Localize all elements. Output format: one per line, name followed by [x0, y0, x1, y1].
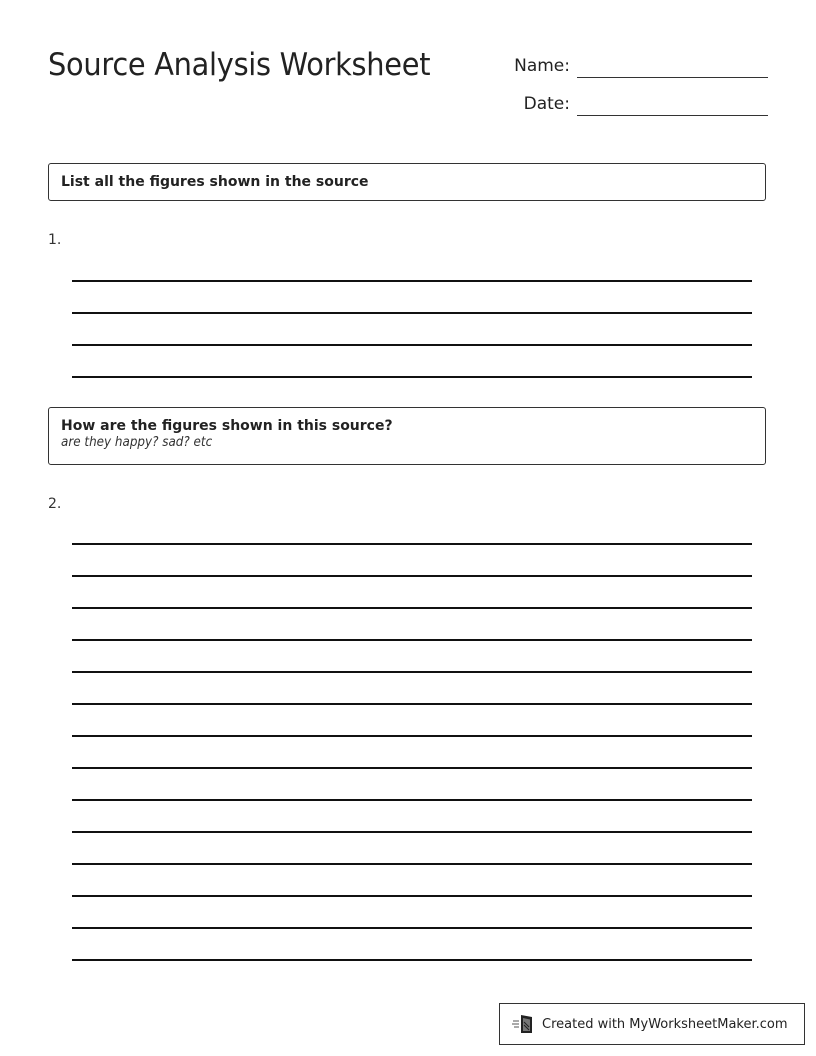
answer-line[interactable]	[72, 344, 752, 346]
answer-line[interactable]	[72, 703, 752, 705]
answer-line[interactable]	[72, 863, 752, 865]
question-2-hint: are they happy? sad? etc	[61, 435, 213, 450]
answer-line[interactable]	[72, 895, 752, 897]
answer-line[interactable]	[72, 280, 752, 282]
date-input-line[interactable]	[577, 115, 768, 116]
answer-line[interactable]	[72, 575, 752, 577]
answer-line[interactable]	[72, 376, 752, 378]
question-1-box	[48, 163, 766, 201]
answer-line[interactable]	[72, 735, 752, 737]
answer-line[interactable]	[72, 959, 752, 961]
question-2-number: 2.	[48, 496, 62, 512]
answer-line[interactable]	[72, 831, 752, 833]
question-1-prompt: List all the figures shown in the source	[61, 174, 369, 190]
worksheet-maker-logo-icon	[512, 1013, 536, 1035]
answer-line[interactable]	[72, 767, 752, 769]
question-2-box	[48, 407, 766, 465]
answer-line[interactable]	[72, 639, 752, 641]
question-1-number: 1.	[48, 232, 62, 248]
answer-line[interactable]	[72, 927, 752, 929]
answer-line[interactable]	[72, 799, 752, 801]
name-field[interactable]	[500, 48, 768, 78]
answer-line[interactable]	[72, 607, 752, 609]
question-2-prompt: How are the figures shown in this source?	[61, 418, 393, 434]
answer-line[interactable]	[72, 312, 752, 314]
name-label: Name:	[514, 56, 570, 76]
worksheet-title: Source Analysis Worksheet	[48, 47, 431, 83]
date-field[interactable]	[500, 86, 768, 116]
name-input-line[interactable]	[577, 77, 768, 78]
footer-text: Created with MyWorksheetMaker.com	[542, 1016, 788, 1032]
answer-line[interactable]	[72, 543, 752, 545]
footer-credit[interactable]	[499, 1003, 805, 1045]
answer-line[interactable]	[72, 671, 752, 673]
date-label: Date:	[523, 94, 570, 114]
